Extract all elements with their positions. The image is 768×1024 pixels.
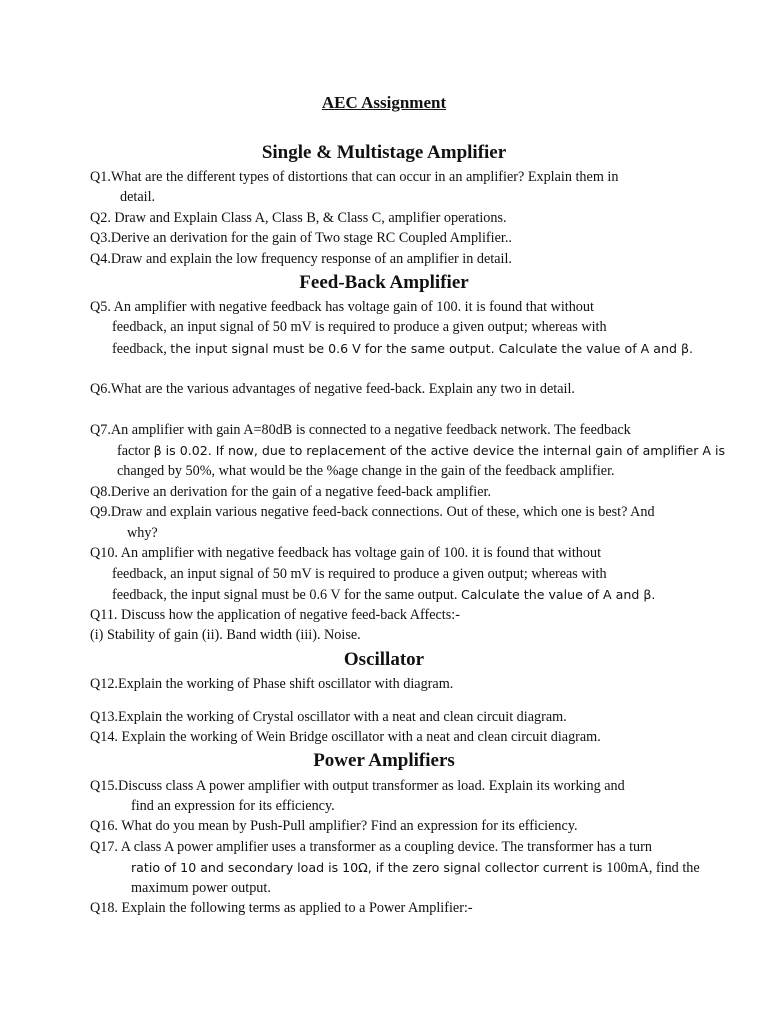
question-q5-line-1: Q5. An amplifier with negative feedback has voltage gain of 100. it is found that without [90,299,594,315]
question-q1-line-2: detail. [120,189,156,205]
question-q7-line-2 [117,441,725,461]
question-q7-line-2-part-1: factor [117,443,154,459]
question-q10-line-3-part-2: Calculate the value of A and β. [460,587,656,602]
section-heading-single-multistage: Single & Multistage Amplifier [261,142,507,163]
question-q18: Q18. Explain the following terms as applied to a Power Amplifier:- [90,900,473,916]
question-q1-line-1: Q1.What are the different types of distortions that can occur in an amplifier? Explain them in [90,169,619,185]
question-q14: Q14. Explain the working of Wein Bridge oscillator with a neat and clean circuit diagram. [90,729,601,745]
question-q5-line-3-part-1: feedback, [112,341,171,357]
question-q12: Q12.Explain the working of Phase shift oscillator with diagram. [90,676,454,692]
question-q17-line-1: Q17. A class A power amplifier uses a transformer as a coupling device. The transformer has a turn [90,839,652,855]
section-heading-power-amplifiers: Power Amplifiers [313,750,455,771]
question-q13: Q13.Explain the working of Crystal oscillator with a neat and clean circuit diagram. [90,709,567,725]
question-q17-line-2-part-2: 100mA, find the [606,860,700,876]
question-q17-line-2 [131,858,700,878]
question-q10-line-1: Q10. An amplifier with negative feedback has voltage gain of 100. it is found that without [90,545,602,561]
question-q4: Q4.Draw and explain the low frequency response of an amplifier in detail. [90,251,512,267]
question-q5-line-2: feedback, an input signal of 50 mV is required to produce a given output; whereas with [112,319,607,335]
question-q15-line-2: find an expression for its efficiency. [131,798,335,814]
question-q7-line-3: changed by 50%, what would be the %age change in the gain of the feedback amplifier. [117,463,615,479]
question-q11: Q11. Discuss how the application of negative feed-back Affects:- [90,607,460,623]
question-q10-line-3-part-1: feedback, the input signal must be 0.6 V for the same output. [112,587,461,603]
question-q17-line-3: maximum power output. [131,880,271,896]
section-heading-feedback: Feed-Back Amplifier [299,272,469,293]
question-q9-line-1: Q9.Draw and explain various negative feed-back connections. Out of these, which one is best? And [90,504,655,520]
document-title: AEC Assignment [321,93,447,112]
question-q17-line-2-part-1: ratio of 10 and secondary load is 10Ω, if the zero signal collector current is [131,860,607,875]
question-q5-line-3-part-2: the input signal must be 0.6 V for the same output. Calculate the value of A and β. [170,341,693,356]
question-q6: Q6.What are the various advantages of negative feed-back. Explain any two in detail. [90,381,575,397]
question-q10-line-3 [112,585,655,605]
question-q7-line-1: Q7.An amplifier with gain A=80dB is connected to a negative feedback network. The feedback [90,422,631,438]
question-q9-line-2: why? [127,525,158,541]
question-q15-line-1: Q15.Discuss class A power amplifier with output transformer as load. Explain its working and [90,778,625,794]
question-q2: Q2. Draw and Explain Class A, Class B, & Class C, amplifier operations. [90,210,507,226]
question-q3: Q3.Derive an derivation for the gain of Two stage RC Coupled Amplifier.. [90,230,512,246]
question-q10-line-2: feedback, an input signal of 50 mV is required to produce a given output; whereas with [112,566,607,582]
question-q8: Q8.Derive an derivation for the gain of a negative feed-back amplifier. [90,484,492,500]
question-q11-items: (i) Stability of gain (ii). Band width (iii). Noise. [90,627,361,643]
question-q5-line-3 [112,339,693,359]
section-heading-oscillator: Oscillator [343,649,425,670]
question-q7-line-2-part-2: β is 0.02. If now, due to replacement of the active device the internal gain of amplifier A is [153,443,726,458]
question-q16: Q16. What do you mean by Push-Pull amplifier? Find an expression for its efficiency. [90,818,578,834]
